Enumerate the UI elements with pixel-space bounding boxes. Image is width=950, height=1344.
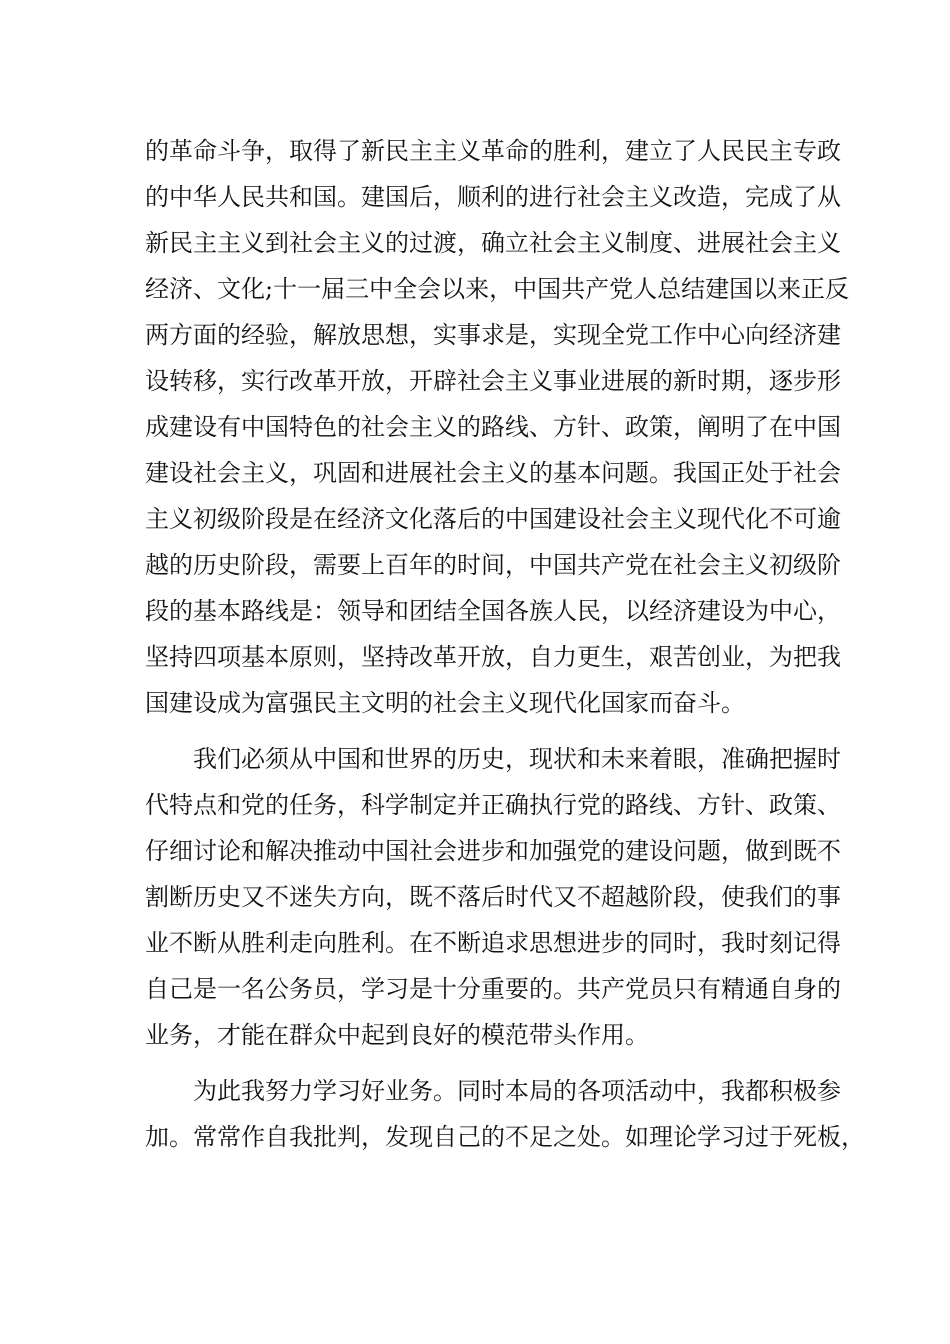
text-line: 段的基本路线是：领导和团结全国各族人民，以经济建设为中心， (145, 597, 841, 625)
text-line: 坚持四项基本原则，坚持改革开放，自力更生，艰苦创业，为把我 (145, 643, 841, 671)
text-line: 设转移，实行改革开放，开辟社会主义事业进展的新时期，逐步形 (145, 367, 841, 395)
text-line: 代特点和党的任务，科学制定并正确执行党的路线、方针、政策、 (145, 791, 841, 819)
text-line: 为此我努力学习好业务。同时本局的各项活动中，我都积极参 (193, 1077, 841, 1105)
text-line: 加。常常作自我批判，发现自己的不足之处。如理论学习过于死板， (145, 1123, 865, 1151)
text-line: 主义初级阶段是在经济文化落后的中国建设社会主义现代化不可逾 (145, 505, 841, 533)
text-line: 我们必须从中国和世界的历史，现状和未来着眼，准确把握时 (193, 745, 841, 773)
document-body (145, 128, 865, 1160)
text-line: 经济、文化;十一届三中全会以来，中国共产党人总结建国以来正反 (145, 275, 850, 303)
text-line: 建设社会主义，巩固和进展社会主义的基本问题。我国正处于社会 (145, 459, 841, 487)
text-line: 仔细讨论和解决推动中国社会进步和加强党的建设问题，做到既不 (145, 837, 841, 865)
paragraph-spacer (145, 726, 825, 736)
text-line: 业务，才能在群众中起到良好的模范带头作用。 (145, 1021, 649, 1049)
text-line: 国建设成为富强民主文明的社会主义现代化国家而奋斗。 (145, 689, 745, 717)
text-line: 的中华人民共和国。建国后，顺利的进行社会主义改造，完成了从 (145, 183, 841, 211)
text-line: 新民主主义到社会主义的过渡，确立社会主义制度、进展社会主义 (145, 229, 841, 257)
text-line: 越的历史阶段，需要上百年的时间，中国共产党在社会主义初级阶 (145, 551, 841, 579)
text-line: 割断历史又不迷失方向，既不落后时代又不超越阶段，使我们的事 (145, 883, 841, 911)
text-line: 的革命斗争，取得了新民主主义革命的胜利，建立了人民民主专政 (145, 137, 841, 165)
text-line: 业不断从胜利走向胜利。在不断追求思想进步的同时，我时刻记得 (145, 929, 841, 957)
paragraph-spacer (145, 1058, 825, 1068)
text-line: 自己是一名公务员，学习是十分重要的。共产党员只有精通自身的 (145, 975, 841, 1003)
paragraph-2 (145, 736, 841, 1058)
paragraph-1 (145, 128, 850, 726)
text-line: 成建设有中国特色的社会主义的路线、方针、政策，阐明了在中国 (145, 413, 841, 441)
paragraph-3 (145, 1068, 865, 1160)
text-line: 两方面的经验，解放思想，实事求是，实现全党工作中心向经济建 (145, 321, 841, 349)
